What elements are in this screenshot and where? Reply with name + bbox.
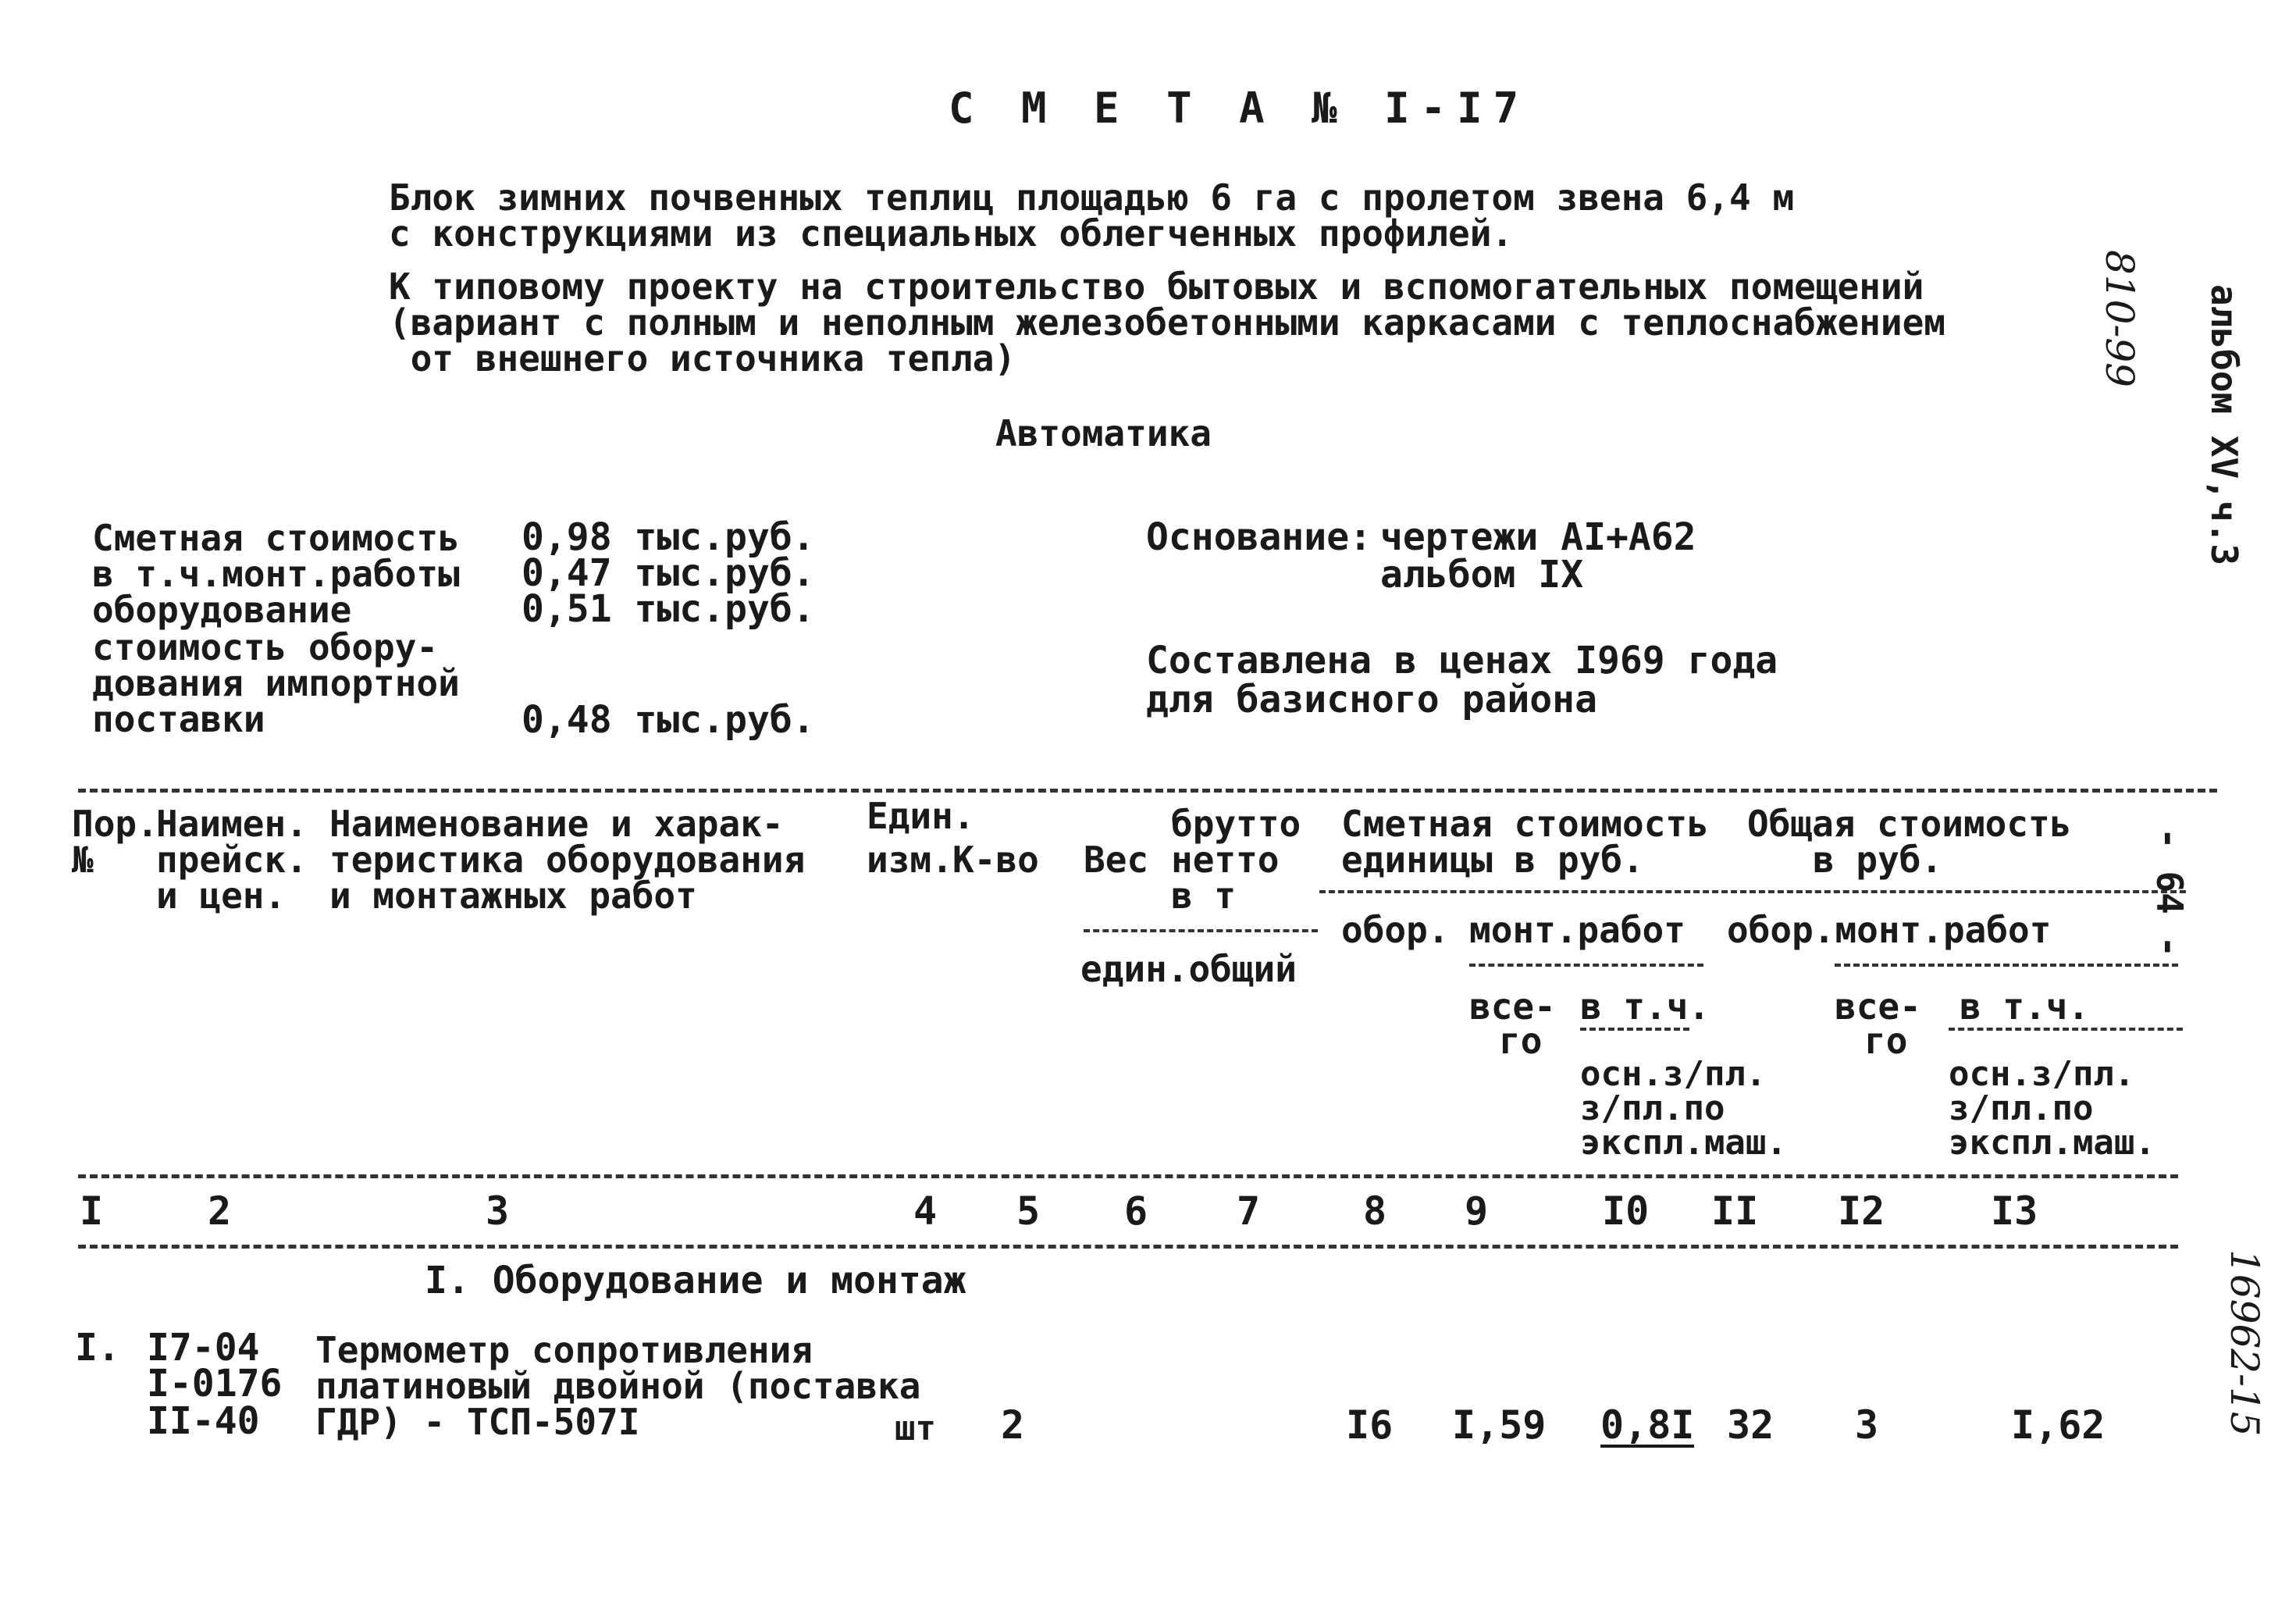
header-c2-line1: Наимен. <box>156 803 308 845</box>
header-c7-line1: брутто <box>1171 803 1301 845</box>
cost-label-import-2: дования импортной <box>92 662 460 704</box>
row-qty: 2 <box>1001 1402 1025 1448</box>
header-c4-line1: Един. <box>867 795 975 837</box>
row-unit-osn: 0,8I <box>1600 1402 1695 1448</box>
header-smet-line1: Сметная стоимость <box>1341 803 1709 845</box>
header-c7-line2: нетто <box>1171 839 1280 881</box>
basis-album: альбом IX <box>1380 553 1584 597</box>
subtitle-line-2: с конструкциями из специальных облегченных профилей. <box>389 212 1514 255</box>
header-rule-cost <box>1319 890 2186 893</box>
header-osn-1-line3: экспл.маш. <box>1580 1123 1787 1163</box>
margin-page-number: - 64 - <box>2148 828 2191 958</box>
header-c5: К-во <box>952 839 1039 881</box>
header-c4-line2: изм. <box>867 839 953 881</box>
header-c7-line3: в т <box>1171 875 1237 917</box>
row-name-line2: платиновый двойной (поставка <box>315 1365 921 1407</box>
document-title: С М Е Т А № I-I7 <box>949 84 1530 133</box>
row-total-osn: I,62 <box>2011 1402 2106 1448</box>
cost-value-mount: 0,47 тыс.руб. <box>521 551 815 595</box>
header-mont-rabot: монт.работ <box>1469 909 1686 951</box>
row-unit: шт <box>895 1409 936 1448</box>
col-num-10: I0 <box>1602 1188 1650 1234</box>
row-code-2: I-0176 <box>147 1362 283 1406</box>
cost-value-import: 0,48 тыс.руб. <box>521 698 815 742</box>
table-top-rule <box>78 789 2217 793</box>
row-code-3: II-40 <box>147 1399 260 1443</box>
header-osn-2-line2: з/пл.по <box>1949 1088 2094 1128</box>
cost-label-equipment: оборудование <box>92 589 352 631</box>
row-unit-obor: I6 <box>1346 1402 1394 1448</box>
cost-value-estimate: 0,98 тыс.руб. <box>521 515 815 559</box>
col-num-13: I3 <box>1991 1188 2038 1234</box>
project-line-3: от внешнего источника тепла) <box>389 337 1016 379</box>
subtitle-line-1: Блок зимних почвенных теплиц площадью 6 га с пролетом звена 6,4 м <box>389 176 1795 219</box>
header-weight-sub: един.общий <box>1080 948 1297 990</box>
header-vsego-2-line2: го <box>1864 1020 1908 1062</box>
header-vsego-1-line1: все- <box>1469 985 1556 1028</box>
col-num-7: 7 <box>1237 1188 1261 1234</box>
project-line-1: К типовому проекту на строительство бытовых и вспомогательных помещений <box>389 265 1924 308</box>
col-num-3: 3 <box>486 1188 510 1234</box>
col-num-4: 4 <box>913 1188 938 1234</box>
col-num-5: 5 <box>1016 1188 1041 1234</box>
cost-label-mount: в т.ч.монт.работы <box>92 553 460 595</box>
header-c1-line2: № <box>72 839 94 881</box>
header-osn-2-line1: осн.з/пл. <box>1949 1054 2135 1094</box>
header-c2-line2: прейск. <box>156 839 308 881</box>
header-total-line2: в руб. <box>1813 839 1943 881</box>
header-c1-line1: Пор. <box>72 803 158 845</box>
col-num-12: I2 <box>1838 1188 1885 1234</box>
cost-value-equipment: 0,51 тыс.руб. <box>521 587 815 631</box>
cost-label-import-1: стоимость обору- <box>92 626 439 668</box>
row-code-1: I7-04 <box>147 1326 260 1370</box>
header-osn-1-line2: з/пл.по <box>1580 1088 1725 1128</box>
basis-label: Основание: <box>1146 515 1372 559</box>
header-obor-mont-rabot: обор.монт.работ <box>1727 909 2052 951</box>
header-rule-weight <box>1084 929 1318 932</box>
col-num-11: II <box>1711 1188 1759 1234</box>
header-rule-vtch-1 <box>1580 1028 1689 1031</box>
row-name-line1: Термометр сопротивления <box>315 1329 813 1371</box>
cost-label-estimate: Сметная стоимость <box>92 517 460 559</box>
header-rule-total-mont <box>1835 964 2178 967</box>
prices-line-1: Составлена в ценах I969 года <box>1146 639 1778 682</box>
header-vsego-1-line2: го <box>1499 1020 1543 1062</box>
column-numbers-top-rule <box>78 1174 2178 1178</box>
col-num-1: I <box>80 1188 104 1234</box>
header-osn-2-line3: экспл.маш. <box>1949 1123 2155 1163</box>
header-rule-mont <box>1469 964 1703 967</box>
section-title: I. Оборудование и монтаж <box>425 1259 966 1302</box>
margin-album-stamp: альбом XV,ч.3 <box>2203 284 2245 566</box>
col-num-6: 6 <box>1124 1188 1148 1234</box>
col-num-8: 8 <box>1363 1188 1387 1234</box>
row-name-line3: ГДР) - ТСП-507I <box>315 1401 640 1443</box>
row-total-mont: 3 <box>1855 1402 1879 1448</box>
header-osn-1-line1: осн.з/пл. <box>1580 1054 1767 1094</box>
header-c3-line3: и монтажных работ <box>329 875 697 917</box>
header-c3-line2: теристика оборудования <box>329 839 806 881</box>
project-line-2: (вариант с полным и неполным железобетонными каркасами с теплоснабжением <box>389 301 1945 344</box>
prices-line-2: для базисного района <box>1146 678 1597 721</box>
header-vsego-2-line1: все- <box>1835 985 1921 1028</box>
header-obor: обор. <box>1341 909 1450 951</box>
header-smet-line2: единицы в руб. <box>1341 839 1644 881</box>
margin-handwritten-code: 810-99 <box>2097 250 2142 387</box>
col-num-9: 9 <box>1465 1188 1489 1234</box>
section-heading: Автоматика <box>995 412 1212 454</box>
header-vtch-1: в т.ч. <box>1580 985 1710 1028</box>
col-num-2: 2 <box>208 1188 232 1234</box>
cost-label-import-3: поставки <box>92 698 265 740</box>
header-vtch-2: в т.ч. <box>1960 985 2090 1028</box>
row-number: I. <box>75 1326 120 1370</box>
header-c2-line3: и цен. <box>156 875 287 917</box>
row-unit-mont: I,59 <box>1452 1402 1547 1448</box>
row-total-obor: 32 <box>1727 1402 1775 1448</box>
header-rule-vtch-2 <box>1949 1028 2183 1031</box>
margin-handwritten-stamp: 16962-15 <box>2222 1249 2267 1437</box>
header-c6: Вес <box>1084 839 1149 881</box>
basis-drawings: чертежи AI+A62 <box>1380 515 1696 559</box>
header-total-line1: Общая стоимость <box>1747 803 2072 845</box>
column-numbers-bottom-rule <box>78 1245 2178 1249</box>
header-c3-line1: Наименование и харак- <box>329 803 784 845</box>
